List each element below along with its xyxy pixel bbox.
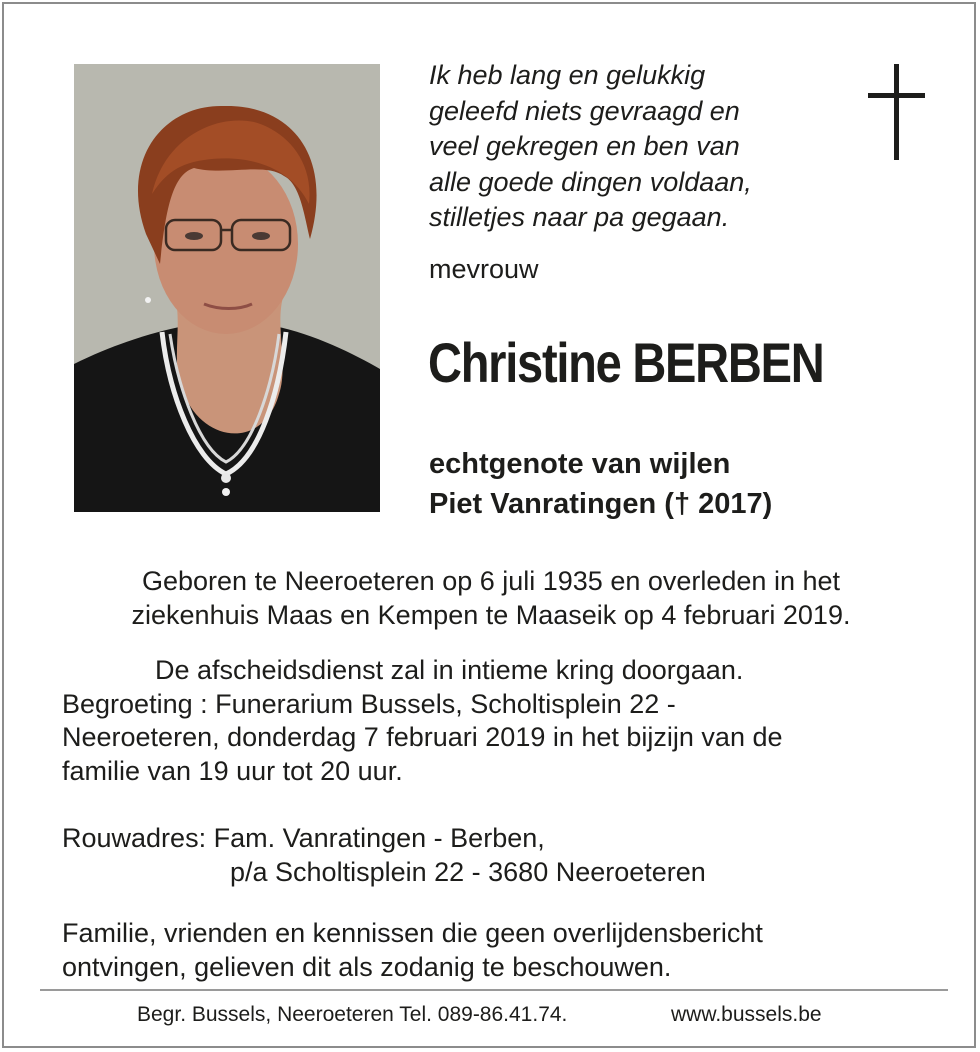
spouse-line: Piet Vanratingen († 2017) xyxy=(429,488,773,520)
deceased-name: Christine BERBEN xyxy=(428,331,824,394)
spouse-info xyxy=(429,444,772,524)
service-line: De afscheidsdienst zal in intieme kring doorgaan. xyxy=(155,655,744,685)
death-notice-card xyxy=(2,2,976,1048)
details-line: Geboren te Neeroeteren op 6 juli 1935 en overleden in het xyxy=(142,566,840,596)
service-line: Neeroeteren, donderdag 7 februari 2019 in het bijzijn van de xyxy=(62,722,783,752)
notice-line: Familie, vrienden en kennissen die geen overlijdensbericht xyxy=(62,918,763,948)
mourning-address xyxy=(62,822,706,889)
notice-line: ontvingen, gelieven dit als zodanig te beschouwen. xyxy=(62,951,672,982)
poem-line: alle goede dingen voldaan, xyxy=(429,166,752,197)
service-line: familie van 19 uur tot 20 uur. xyxy=(62,755,403,786)
details-line: ziekenhuis Maas en Kempen te Maaseik op 4 februari 2019. xyxy=(131,599,851,630)
poem-line: Ik heb lang en gelukkig xyxy=(429,60,706,90)
address-line: p/a Scholtisplein 22 - 3680 Neeroeteren xyxy=(230,856,706,887)
portrait-photo xyxy=(74,64,380,512)
service-line: Begroeting : Funerarium Bussels, Scholtisplein 22 - xyxy=(62,688,676,719)
poem-line: geleefd niets gevraagd en xyxy=(429,95,740,126)
poem xyxy=(429,58,752,236)
notice-text xyxy=(62,917,763,984)
spouse-line: echtgenote van wijlen xyxy=(429,448,731,480)
funeral-home-contact: Begr. Bussels, Neeroeteren Tel. 089-86.41.74. xyxy=(137,1003,568,1026)
footer-divider xyxy=(40,989,948,991)
cross-icon xyxy=(868,64,926,169)
poem-line: veel gekregen en ben van xyxy=(429,131,740,161)
salutation: mevrouw xyxy=(429,254,539,284)
funeral-service-details xyxy=(62,654,783,788)
address-line: Rouwadres: Fam. Vanratingen - Berben, xyxy=(62,823,545,853)
birth-death-details xyxy=(4,565,978,632)
poem-line: stilletjes naar pa gegaan. xyxy=(429,202,730,232)
website-link[interactable]: www.bussels.be xyxy=(671,1003,822,1026)
